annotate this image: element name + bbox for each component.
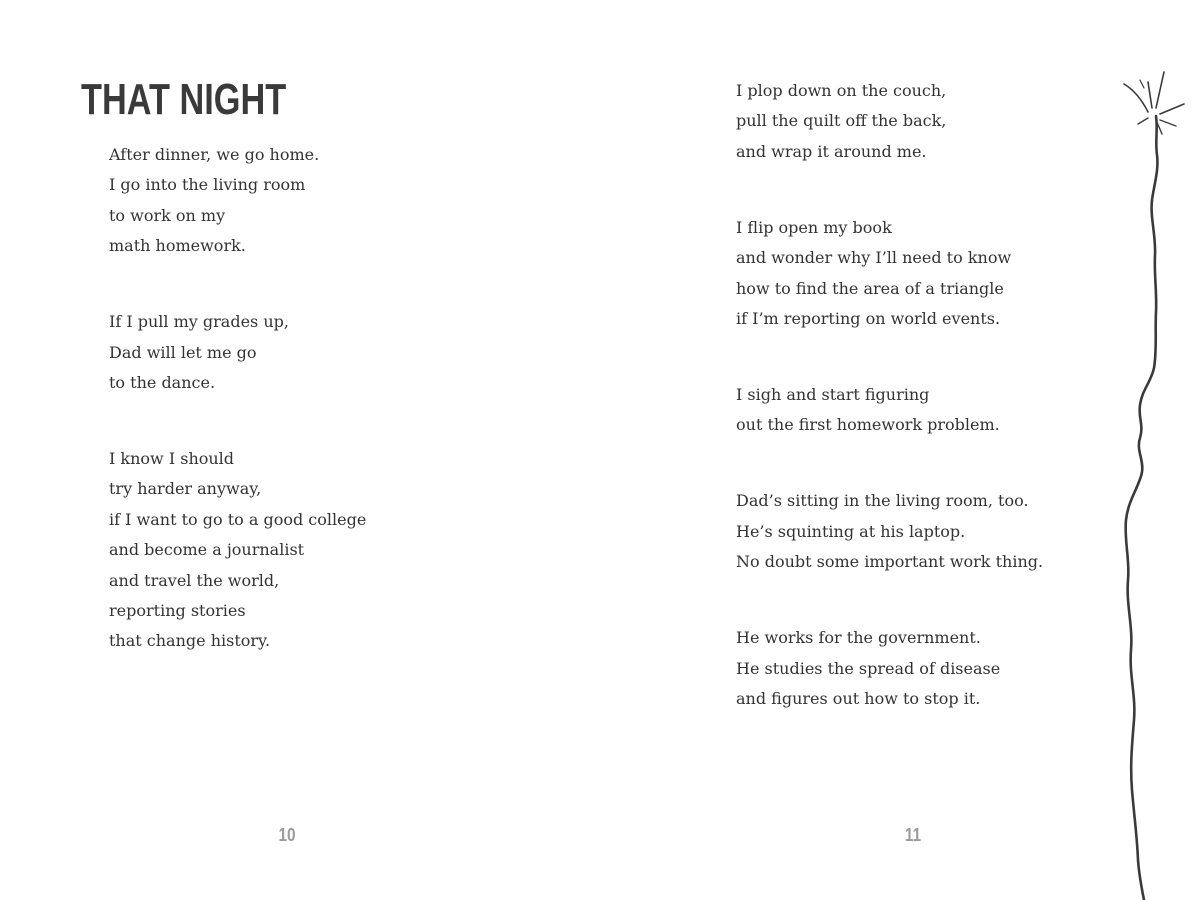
poem-line: and figures out how to stop it. (736, 689, 981, 709)
poem-body-left (109, 140, 366, 657)
lit-fuse-icon (1100, 60, 1200, 900)
poem-line: I flip open my book (736, 217, 892, 237)
poem-line: Dad will let me go (109, 342, 257, 362)
stanza-break (736, 167, 1043, 213)
poem-line: I know I should (109, 449, 235, 469)
stanza-break (736, 334, 1043, 380)
poem-line: try harder anyway, (109, 479, 262, 499)
poem-line: and wrap it around me. (736, 141, 927, 161)
stanza (109, 140, 366, 262)
stanza-break (109, 398, 366, 444)
page-number-right: 11 (904, 825, 922, 845)
poem-line: No doubt some important work thing. (736, 552, 1044, 572)
stanza (109, 307, 366, 398)
poem-line: He works for the government. (736, 628, 981, 648)
spark-icon (1160, 120, 1176, 126)
fuse-cord (1126, 116, 1158, 900)
poem-line: that change history. (109, 631, 271, 651)
poem-line: pull the quilt off the back, (736, 111, 947, 131)
poem-line: to the dance. (109, 373, 216, 393)
poem-line: out the first homework problem. (736, 415, 1000, 435)
poem-title: THAT NIGHT (81, 75, 287, 124)
poem-line: After dinner, we go home. (109, 145, 320, 164)
poem-line: Dad’s sitting in the living room, too. (736, 491, 1029, 511)
stanza (736, 76, 1043, 167)
poem-line: how to find the area of a triangle (736, 278, 1004, 298)
spark-icon (1140, 80, 1144, 88)
poem-line: and travel the world, (109, 570, 280, 590)
poem-line: and become a journalist (109, 540, 305, 560)
poem-line: If I pull my grades up, (109, 312, 289, 332)
stanza (736, 486, 1043, 577)
poem-line: I go into the living room (109, 175, 306, 195)
poem-line: I sigh and start figuring (736, 385, 930, 405)
poem-line: I plop down on the couch, (736, 81, 947, 100)
poem-line: math homework. (109, 236, 246, 256)
poem-line: and wonder why I’ll need to know (736, 248, 1012, 268)
stanza (736, 380, 1043, 441)
poem-line: if I want to go to a good college (109, 509, 367, 529)
stanza-break (736, 441, 1043, 487)
spark-icon (1138, 118, 1148, 124)
stanza (736, 623, 1043, 714)
poem-line: to work on my (109, 205, 226, 225)
poem-line: reporting stories (109, 601, 246, 621)
stanza-break (109, 262, 366, 308)
poem-line: if I’m reporting on world events. (736, 309, 1001, 329)
poem-line: He studies the spread of disease (736, 658, 1001, 678)
spark-icon (1156, 72, 1164, 108)
poem-line: He’s squinting at his laptop. (736, 521, 966, 541)
spark-icon (1148, 82, 1152, 108)
stanza-break (736, 578, 1043, 624)
stanza (736, 213, 1043, 335)
stanza (109, 444, 366, 657)
poem-body-right (736, 76, 1043, 714)
spark-icon (1160, 104, 1184, 114)
page-number-left: 10 (278, 825, 296, 845)
